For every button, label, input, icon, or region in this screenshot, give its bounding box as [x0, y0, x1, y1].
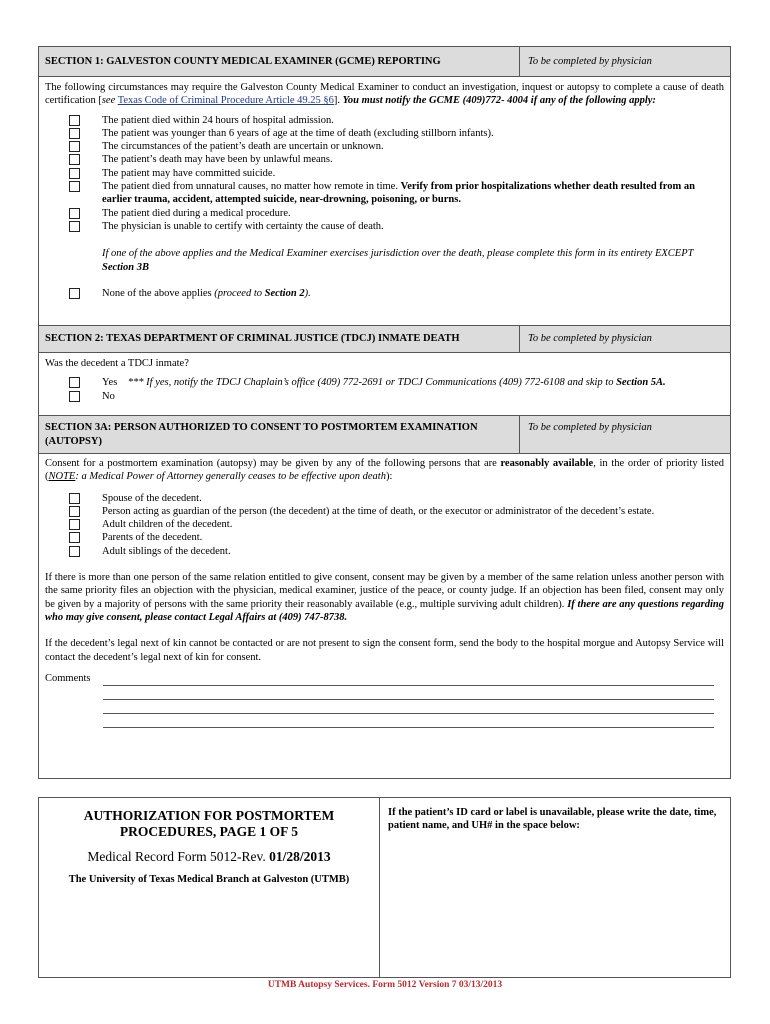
- gcme-checkbox-1[interactable]: [69, 115, 80, 126]
- form-version-footer: UTMB Autopsy Services. Form 5012 Version 7 03/13/2013: [267, 980, 503, 990]
- list-item: The patient died during a medical procedure.: [69, 207, 724, 220]
- gcme-checkbox-4[interactable]: [69, 154, 80, 165]
- gcme-checkbox-5[interactable]: [69, 168, 80, 179]
- comments-line-1[interactable]: [103, 672, 714, 686]
- section-3a-who: To be completed by physician: [528, 422, 652, 433]
- list-item: Spouse of the decedent.: [69, 492, 724, 505]
- consent-checkbox-2[interactable]: [69, 506, 80, 517]
- tdcj-no-checkbox[interactable]: [69, 391, 80, 402]
- institution-name: The University of Texas Medical Branch at Galveston (UTMB): [68, 874, 350, 886]
- section-2-title: SECTION 2: TEXAS DEPARTMENT OF CRIMINAL JUSTICE (TDCJ) INMATE DEATH: [39, 326, 520, 352]
- section-2-who: To be completed by physician: [528, 333, 652, 345]
- list-item: Adult siblings of the decedent.: [69, 545, 724, 558]
- tdcj-no-option: No: [69, 390, 724, 403]
- medical-record-form-number: Medical Record Form 5012-Rev. 01/28/2013: [87, 849, 331, 864]
- section-1-note: If one of the above applies and the Medical Examiner exercises jurisdiction over the death, please complete this form in its entirety EXCEPT Section 3B: [102, 248, 694, 273]
- list-item: Person acting as guardian of the person (the decedent) at the time of death, or the executor or administrator of the decedent’s estate.: [69, 505, 724, 518]
- gcme-checkbox-8[interactable]: [69, 221, 80, 232]
- section-1-intro: The following circumstances may require the Galveston County Medical Examiner to conduct an investigation, inquest or autopsy to complete a cause of death certification [see Texas Code of Criminal Procedure Article 49.25 §6]. You must notify the GCME (409)772- 4004 if any of the following apply:: [45, 82, 724, 107]
- list-item: The circumstances of the patient’s death are uncertain or unknown.: [69, 140, 724, 153]
- section-1-who: To be completed by physician: [528, 55, 652, 67]
- gcme-checkbox-3[interactable]: [69, 141, 80, 152]
- section-2-header: [39, 326, 730, 353]
- section-1-body: [39, 77, 730, 326]
- list-item: The patient’s death may have been by unlawful means.: [69, 153, 724, 166]
- gcme-checkbox-2[interactable]: [69, 128, 80, 139]
- none-apply-checkbox[interactable]: [69, 288, 80, 299]
- form-title: AUTHORIZATION FOR POSTMORTEM PROCEDURES, PAGE 1 OF 5: [83, 808, 335, 839]
- form-identity: [39, 798, 380, 977]
- list-item: The patient died within 24 hours of hospital admission.: [69, 114, 724, 127]
- section-2-body: [39, 353, 730, 416]
- tdcj-yes-option: Yes *** If yes, notify the TDCJ Chaplain’s office (409) 772-2691 or TDCJ Communications (409) 772-6108 and skip to Section 5A.: [69, 376, 724, 389]
- consent-relation-paragraph: If there is more than one person of the same relation entitled to give consent, consent may be given by a member of the same relation unless another person with the same priority files an objection with the physician, medical examiner, justice of the peace, or county judge. If an objection has been filed, consent may only be given by a majority of persons with the same priority their reasonably available (e.g., multiple surviving adult children). If there are any questions regarding who may give consent, please contact Legal Affairs at (409) 747-8738.: [45, 572, 724, 623]
- tdcj-yes-checkbox[interactable]: [69, 377, 80, 388]
- comments-area: [45, 672, 724, 728]
- list-item: Parents of the decedent.: [69, 531, 724, 544]
- section-3a-body: [39, 454, 730, 728]
- gcme-checklist: [45, 114, 724, 234]
- section-1-header: [39, 47, 730, 77]
- next-of-kin-paragraph: If the decedent’s legal next of kin cannot be contacted or are not present to sign the consent form, send the body to the hospital morgue and Autopsy Service will contact the decedent’s legal next of kin for consent.: [45, 638, 724, 663]
- consent-checkbox-1[interactable]: [69, 493, 80, 504]
- comments-line-4[interactable]: [103, 714, 714, 728]
- consent-checkbox-5[interactable]: [69, 546, 80, 557]
- consent-form: [38, 46, 731, 779]
- texas-code-link[interactable]: Texas Code of Criminal Procedure Article 49.25 §6: [117, 95, 334, 107]
- comments-label: Comments: [45, 672, 91, 684]
- list-item: The patient was younger than 6 years of age at the time of death (excluding stillborn infants).: [69, 127, 724, 140]
- patient-id-instructions: If the patient’s ID card or label is unavailable, please write the date, time, patient name, and UH# in the space below:: [388, 807, 717, 832]
- list-item: Adult children of the decedent.: [69, 518, 724, 531]
- tdcj-question: Was the decedent a TDCJ inmate?: [45, 358, 189, 369]
- consent-checkbox-3[interactable]: [69, 519, 80, 530]
- gcme-checkbox-6[interactable]: [69, 181, 80, 192]
- consent-checkbox-4[interactable]: [69, 532, 80, 543]
- comments-line-3[interactable]: [103, 700, 714, 714]
- list-item: The patient may have committed suicide.: [69, 167, 724, 180]
- none-apply-option: None of the above applies (proceed to Section 2).: [69, 287, 724, 300]
- section-3a-header: [39, 416, 730, 454]
- list-item: The patient died from unnatural causes, no matter how remote in time. Verify from prior hospitalizations whether death resulted from an earlier trauma, accident, attempted suicide, near-drowning, poisoning, or burns.: [69, 180, 724, 207]
- section-1-title: SECTION 1: GALVESTON COUNTY MEDICAL EXAMINER (GCME) REPORTING: [39, 47, 520, 76]
- section-3a-intro: Consent for a postmortem examination (autopsy) may be given by any of the following persons that are reasonably available, in the order of priority listed (NOTE: a Medical Power of Attorney generally ceases to be effective upon death):: [45, 458, 724, 483]
- patient-id-area[interactable]: [380, 798, 730, 977]
- list-item: The physician is unable to certify with certainty the cause of death.: [69, 220, 724, 233]
- comments-line-2[interactable]: [103, 686, 714, 700]
- consent-priority-list: [45, 492, 724, 558]
- section-3a-title: SECTION 3A: PERSON AUTHORIZED TO CONSENT TO POSTMORTEM EXAMINATION (AUTOPSY): [39, 416, 520, 453]
- gcme-checkbox-7[interactable]: [69, 208, 80, 219]
- form-id-box: [38, 797, 731, 978]
